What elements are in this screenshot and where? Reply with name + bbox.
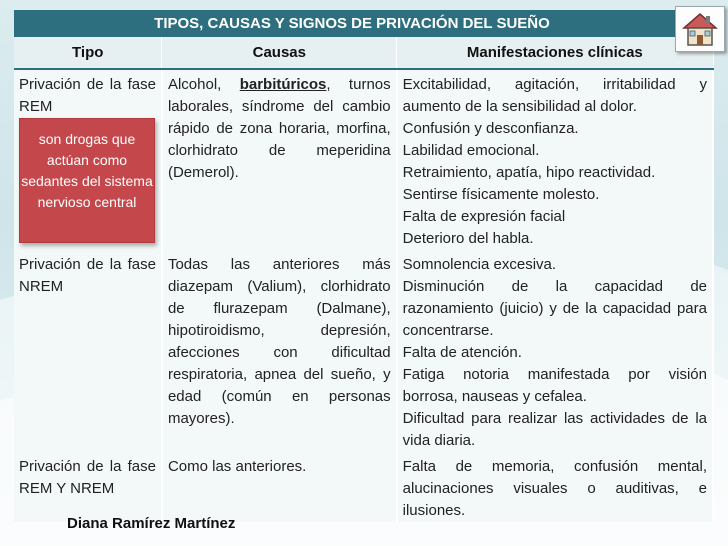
header-row — [14, 37, 713, 69]
column-header-causas: Causas — [162, 37, 397, 69]
table-row — [14, 250, 713, 452]
manifestacion-item: Falta de atención. — [402, 344, 522, 361]
home-button[interactable] — [675, 6, 725, 52]
callout-note: son drogas que actúan como sedantes del sistema nervioso central — [19, 118, 155, 243]
manifestacion-item: Somnolencia excesiva. — [402, 256, 557, 273]
table-row — [14, 452, 713, 522]
causas-cell: Todas las anteriores más diazepam (Valium), clorhidrato de flurazepam (Dalmane), hipotiroidismo, depresión, afecciones con dificultad respiratoria, apnea del sueño, y edad (común en personas mayores). — [162, 250, 397, 452]
manifestacion-item: Fatiga notoria manifestada por visión borrosa, nauseas y cefalea. — [402, 366, 707, 405]
manifestacion-item: Labilidad emocional. — [402, 142, 540, 159]
tipo-cell: Privación de la fase NREM — [14, 250, 162, 452]
manifestaciones-cell — [397, 452, 713, 522]
barbituricos-link[interactable]: barbitúricos — [239, 76, 327, 93]
manifestacion-item: Dificultad para realizar las actividades de la vida diaria. — [402, 410, 707, 449]
slide-content — [14, 10, 714, 519]
table-title: TIPOS, CAUSAS Y SIGNOS DE PRIVACIÓN DEL SUEÑO — [154, 15, 550, 32]
home-icon — [676, 7, 724, 51]
manifestacion-item: Deterioro del habla. — [402, 230, 534, 247]
manifestacion-item: Disminución de la capacidad de razonamiento (juicio) y de la capacidad para concentrarse. — [402, 278, 707, 339]
author-name: Diana Ramírez Martínez — [67, 515, 236, 532]
causas-cell: Como las anteriores. — [162, 452, 397, 522]
manifestacion-item: Excitabilidad, agitación, irritabilidad y aumento de la sensibilidad al dolor. — [402, 76, 707, 115]
column-header-tipo: Tipo — [14, 37, 162, 69]
manifestaciones-cell — [397, 250, 713, 452]
causas-text: , turnos laborales, síndrome del cambio rápido de zona horaria, morfina, clorhidrato de meperidina (Demerol). — [167, 76, 391, 181]
manifestaciones-cell — [397, 69, 713, 250]
manifestacion-item: Falta de expresión facial — [402, 208, 566, 225]
manifestacion-item: Confusión y desconfianza. — [402, 120, 579, 137]
manifestacion-item: Sentirse físicamente molesto. — [402, 186, 600, 203]
sleep-deprivation-table — [14, 37, 714, 522]
tipo-cell: Privación de la fase REM Y NREM — [14, 452, 162, 522]
table-title-bar — [14, 10, 714, 37]
manifestacion-item: Retraimiento, apatía, hipo reactividad. — [402, 164, 656, 181]
tipo-cell: Privación de la fase REM — [14, 69, 162, 250]
causas-text: Alcohol, — [167, 76, 240, 93]
causas-cell — [162, 69, 397, 250]
column-header-manifestaciones: Manifestaciones clínicas — [397, 37, 713, 69]
manifestacion-item: Falta de memoria, confusión mental, alucinaciones visuales o auditivas, e ilusiones. — [402, 458, 707, 519]
